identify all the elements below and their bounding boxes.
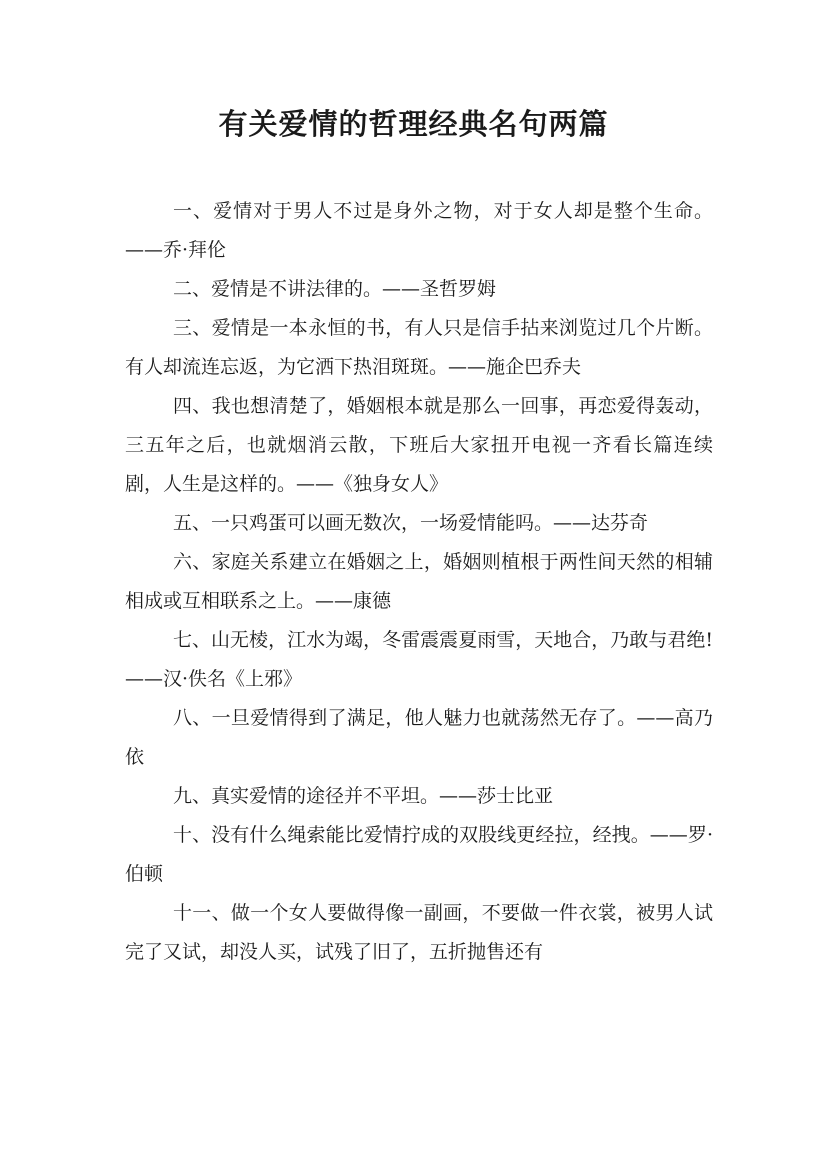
quote-paragraph-2: 二、爱情是不讲法律的。——圣哲罗姆 [173,278,497,300]
quote-paragraph-8: 八、一旦爱情得到了满足，他人魅力也就荡然无存了。——高乃依 [125,707,713,768]
quote-paragraph-11: 十一、做一个女人要做得像一副画，不要做一件衣裳，被男人试完了又试，却没人买，试残了旧了，五折抛售还有 [125,902,713,963]
quote-paragraph-9: 九、真实爱情的途径并不平坦。——莎士比亚 [173,785,554,807]
quote-paragraph-4: 四、我也想清楚了，婚姻根本就是那么一回事，再恋爱得轰动，三五年之后，也就烟消云散，下班后大家扭开电视一齐看长篇连续剧，人生是这样的。——《独身女人》 [125,395,713,495]
quote-paragraph-10: 十、没有什么绳索能比爱情拧成的双股线更经拉，经拽。——罗·伯顿 [125,824,713,885]
quote-paragraph-6: 六、家庭关系建立在婚姻之上，婚姻则植根于两性间天然的相辅相成或互相联系之上。——康德 [125,551,713,612]
document-body [125,192,713,972]
quote-paragraph-5: 五、一只鸡蛋可以画无数次，一场爱情能吗。——达芬奇 [173,512,649,534]
quote-paragraph-7: 七、山无棱，江水为竭，冬雷震震夏雨雪，天地合，乃敢与君绝!——汉·佚名《上邪》 [125,629,713,690]
document-title: 有关爱情的哲理经典名句两篇 [218,107,609,141]
quote-paragraph-1: 一、爱情对于男人不过是身外之物，对于女人却是整个生命。——乔·拜伦 [125,200,713,261]
quote-paragraph-3: 三、爱情是一本永恒的书，有人只是信手拈来浏览过几个片断。有人却流连忘返，为它洒下热泪斑斑。——施企巴乔夫 [125,317,713,378]
